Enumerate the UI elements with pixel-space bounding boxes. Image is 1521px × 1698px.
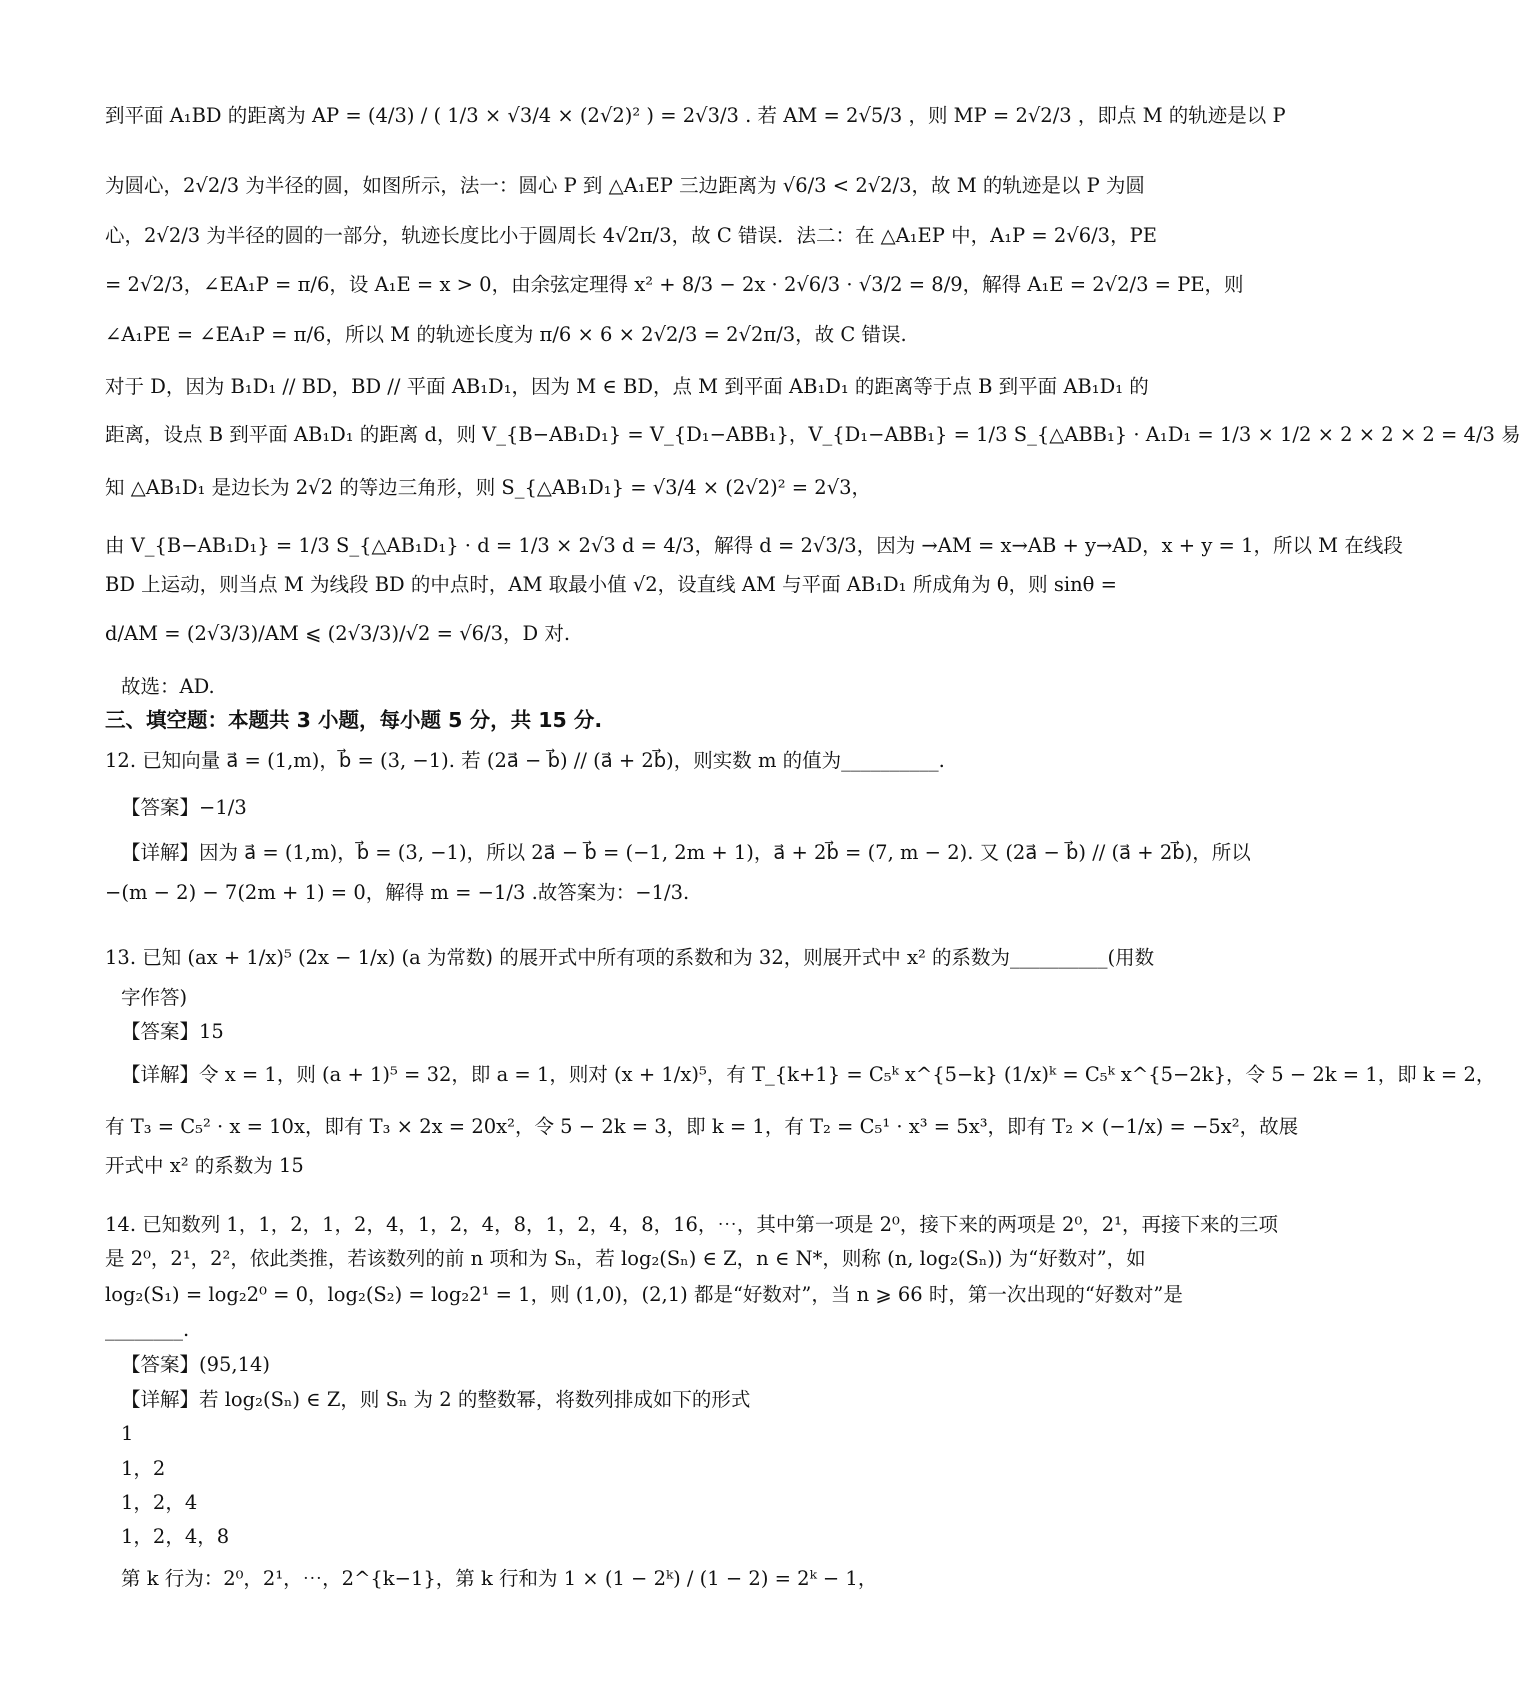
detail-12-line-1: 【详解】因为 a⃗ = (1,m)，b⃗ = (3, −1)，所以 2a⃗ − b⃗ = (−1, 2m + 1)，a⃗ + 2b⃗ = (7, m − 2). 又 (2a⃗ − b⃗) // (a⃗ + 2b⃗)，所以 [121,841,1251,864]
question-12: 12. 已知向量 a⃗ = (1,m)，b⃗ = (3, −1). 若 (2a⃗ − b⃗) // (a⃗ + 2b⃗)，则实数 m 的值为__________. [105,749,945,772]
text-line-10: BD 上运动，则当点 M 为线段 BD 的中点时，AM 取最小值 √2，设直线 AM 与平面 AB₁D₁ 所成角为 θ，则 sinθ = [105,573,1117,596]
detail-13-line-2: 有 T₃ = C₅² · x = 10x，即有 T₃ × 2x = 20x²，令 5 − 2k = 3，即 k = 1，有 T₂ = C₅¹ · x³ = 5x³，即有 T₂ × (−1/x) = −5x²，故展 [105,1115,1299,1138]
question-14: 14. 已知数列 1，1，2，1，2，4，1，2，4，8，1，2，4，8，16，⋯，其中第一项是 2⁰，接下来的两项是 2⁰，2¹，再接下来的三项 [105,1213,1278,1236]
detail-12-line-2: −(m − 2) − 7(2m + 1) = 0，解得 m = −1/3 .故答案为：−1/3. [105,881,690,904]
sequence-row-4: 1，2，4，8 [121,1525,230,1548]
text-line-5: ∠A₁PE = ∠EA₁P = π/6，所以 M 的轨迹长度为 π/6 × 6 × 2√2/3 = 2√2π/3，故 C 错误. [105,323,907,346]
text-line-1: 到平面 A₁BD 的距离为 AP = (4/3) / ( 1/3 × √3/4 × (2√2)² ) = 2√3/3 . 若 AM = 2√5/3 ，则 MP = 2√2/3 ，即点 M 的轨迹是以 P [105,104,1286,127]
section-heading: 三、填空题：本题共 3 小题，每小题 5 分，共 15 分. [105,708,603,732]
sequence-row-1: 1 [121,1422,134,1445]
sequence-row-3: 1，2，4 [121,1491,198,1514]
answer-13: 【答案】15 [121,1020,224,1043]
detail-13-line-3: 开式中 x² 的系数为 15 [105,1154,304,1177]
answer-14: 【答案】(95,14) [121,1353,271,1376]
text-line-2: 为圆心，2√2/3 为半径的圆，如图所示，法一：圆心 P 到 △A₁EP 三边距离为 √6/3 < 2√2/3，故 M 的轨迹是以 P 为圆 [105,174,1145,197]
question-14-cont-2: log₂(S₁) = log₂2⁰ = 0，log₂(S₂) = log₂2¹ = 1，则 (1,0)，(2,1) 都是“好数对”，当 n ⩾ 66 时，第一次出现的“好数对”是 [105,1283,1183,1306]
sequence-row-2: 1，2 [121,1457,166,1480]
text-line-11: d/AM = (2√3/3)/AM ⩽ (2√3/3)/√2 = √6/3，D 对. [105,622,571,645]
question-13-cont: 字作答) [121,986,188,1009]
question-13: 13. 已知 (ax + 1/x)⁵ (2x − 1/x) (a 为常数) 的展开式中所有项的系数和为 32，则展开式中 x² 的系数为__________(用数 [105,946,1155,969]
text-line-4: = 2√2/3，∠EA₁P = π/6，设 A₁E = x > 0，由余弦定理得 x² + 8/3 − 2x · 2√6/3 · √3/2 = 8/9，解得 A₁E = 2√2/3 = PE，则 [105,273,1244,296]
detail-14-line-1: 【详解】若 log₂(Sₙ) ∈ Z，则 Sₙ 为 2 的整数幂，将数列排成如下的形式 [121,1388,751,1411]
answer-12: 【答案】−1/3 [121,796,247,819]
text-line-8: 知 △AB₁D₁ 是边长为 2√2 的等边三角形，则 S_{△AB₁D₁} = √3/4 × (2√2)² = 2√3， [105,476,872,499]
text-line-6: 对于 D，因为 B₁D₁ // BD，BD // 平面 AB₁D₁，因为 M ∈ BD，点 M 到平面 AB₁D₁ 的距离等于点 B 到平面 AB₁D₁ 的 [105,375,1149,398]
detail-14-line-2: 第 k 行为：2⁰，2¹，⋯，2^{k−1}，第 k 行和为 1 × (1 − 2ᵏ) / (1 − 2) = 2ᵏ − 1， [121,1567,878,1590]
text-line-7: 距离，设点 B 到平面 AB₁D₁ 的距离 d，则 V_{B−AB₁D₁} = V_{D₁−ABB₁}，V_{D₁−ABB₁} = 1/3 S_{△ABB₁} · A₁D₁ = 1/3 × 1/2 × 2 × 2 × 2 = 4/3 易 [105,423,1521,446]
text-line-9: 由 V_{B−AB₁D₁} = 1/3 S_{△AB₁D₁} · d = 1/3 × 2√3 d = 4/3，解得 d = 2√3/3，因为 →AM = x→AB + y→AD，x + y = 1，所以 M 在线段 [105,534,1403,557]
question-14-blank: ________. [105,1318,190,1341]
text-line-12: 故选：AD. [121,675,215,698]
detail-13-line-1: 【详解】令 x = 1，则 (a + 1)⁵ = 32，即 a = 1，则对 (x + 1/x)⁵，有 T_{k+1} = C₅ᵏ x^{5−k} (1/x)ᵏ = C₅ᵏ x^{5−2k}，令 5 − 2k = 1，即 k = 2， [121,1063,1496,1086]
question-14-cont-1: 是 2⁰，2¹，2²，依此类推，若该数列的前 n 项和为 Sₙ，若 log₂(Sₙ) ∈ Z，n ∈ N*，则称 (n, log₂(Sₙ)) 为“好数对”，如 [105,1247,1146,1270]
text-line-3: 心，2√2/3 为半径的圆的一部分，轨迹长度比小于圆周长 4√2π/3，故 C 错误．法二：在 △A₁EP 中，A₁P = 2√6/3，PE [105,224,1157,247]
